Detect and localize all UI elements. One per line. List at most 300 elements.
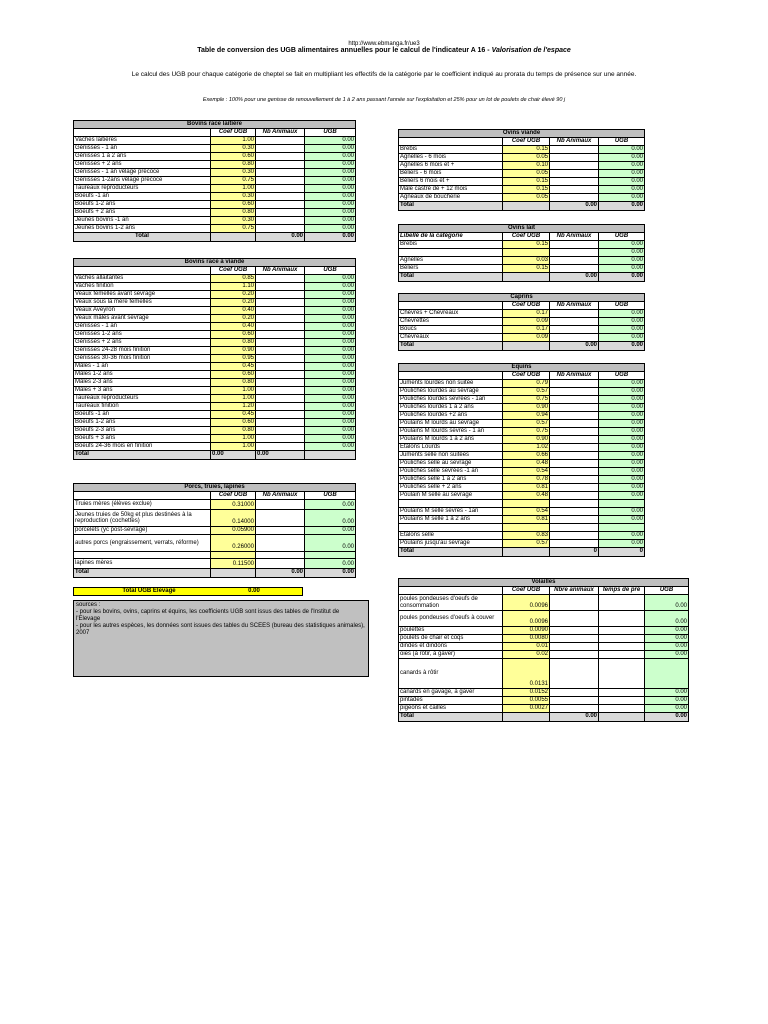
row-coef: 0.60 xyxy=(211,371,256,378)
row-nb xyxy=(256,535,305,551)
row-coef: 0.15 xyxy=(503,186,550,193)
table-row xyxy=(74,339,355,347)
table-row xyxy=(74,363,355,371)
header-row xyxy=(74,267,355,275)
row-nb xyxy=(550,659,599,688)
table-row xyxy=(399,468,644,476)
row-coef: 0.0131 xyxy=(503,659,550,688)
table-row xyxy=(399,651,688,659)
row-coef: 0.09 xyxy=(503,318,550,325)
row-ugb: 0.00 xyxy=(305,347,355,354)
row-coef: 0.17 xyxy=(503,310,550,317)
table-row xyxy=(74,177,355,185)
total-row xyxy=(399,273,644,281)
row-label: Veaux sous la mère femelles xyxy=(74,299,211,306)
row-ugb: 0.00 xyxy=(645,651,688,658)
row-coef: 0.05 xyxy=(503,154,550,161)
row-ugb: 0.00 xyxy=(305,387,355,394)
table-row xyxy=(399,249,644,257)
row-coef: 0.75 xyxy=(211,177,256,184)
row-label: Génisses 1 à 2 ans xyxy=(74,153,211,160)
row-coef: 0.45 xyxy=(211,363,256,370)
row-label: Mâles 2-3 ans xyxy=(74,379,211,386)
total-coef xyxy=(503,273,550,281)
total-ugb: 0.00 xyxy=(342,569,354,575)
table-row xyxy=(74,552,355,559)
total-ugb: 0.00 xyxy=(631,273,643,279)
row-ugb: 0.00 xyxy=(305,169,355,176)
row-label: Mâles 1-2 ans xyxy=(74,371,211,378)
row-label: Poulains M selle sevrés - 1an xyxy=(399,508,503,515)
header-label xyxy=(399,587,503,594)
total-nb: 0.00 xyxy=(550,202,599,210)
table-row xyxy=(74,299,355,307)
row-nb xyxy=(550,452,599,459)
row-coef: 0.0096 xyxy=(503,595,550,610)
row-ugb: 0.00 xyxy=(305,331,355,338)
row-label: Agnelles 6 mois et + xyxy=(399,162,503,169)
table-title: Porcs, truies, lapines xyxy=(74,484,355,492)
header-nb: Nb Animaux xyxy=(550,138,599,145)
row-ugb: 0.00 xyxy=(305,419,355,426)
row-coef: 0.0080 xyxy=(503,635,550,642)
row-label: canards à rôtir xyxy=(399,659,503,688)
row-ugb: 0.00 xyxy=(305,209,355,216)
row-nb xyxy=(256,275,305,282)
row-nb xyxy=(256,193,305,200)
row-ugb: 0.00 xyxy=(305,510,355,526)
row-coef xyxy=(503,500,550,507)
row-ugb: 0.00 xyxy=(599,178,644,185)
row-label: lapines mères xyxy=(74,559,211,568)
header-row xyxy=(399,372,644,380)
header-coef: Coef UGB xyxy=(211,492,256,499)
row-coef: 0.60 xyxy=(211,153,256,160)
table-row xyxy=(399,516,644,524)
header-row xyxy=(74,129,355,137)
row-ugb: 0.00 xyxy=(305,275,355,282)
row-label: Jeunes bovins -1 an xyxy=(74,217,211,224)
table-row xyxy=(399,492,644,500)
row-coef: 0.0090 xyxy=(503,627,550,634)
row-coef: 0.54 xyxy=(503,468,550,475)
table-row xyxy=(74,161,355,169)
total-label: Total xyxy=(74,451,211,459)
row-ugb: 0.00 xyxy=(599,334,644,341)
row-nb xyxy=(550,265,599,272)
table-porcs xyxy=(73,483,356,578)
header-ugb: UGB xyxy=(614,372,629,378)
table-row xyxy=(399,146,644,154)
total-elevage-value: 0.00 xyxy=(248,588,260,594)
total-ugb: 0.00 xyxy=(675,713,687,719)
row-label: Etalons Lourds xyxy=(399,444,503,451)
table-row xyxy=(399,484,644,492)
total-ugb: 0.00 xyxy=(631,202,643,208)
row-nb xyxy=(550,388,599,395)
row-nb xyxy=(256,347,305,354)
row-nb xyxy=(550,500,599,507)
row-label: Boeufs -1 an xyxy=(74,193,211,200)
row-nb xyxy=(550,170,599,177)
total-coef xyxy=(503,342,550,350)
row-ugb: 0.00 xyxy=(305,225,355,232)
row-nb xyxy=(256,225,305,232)
row-label: Vaches laitières xyxy=(74,137,211,144)
row-nb xyxy=(256,323,305,330)
row-ugb: 0.00 xyxy=(305,193,355,200)
row-ugb xyxy=(645,659,688,688)
row-label: Pouliches lourdes 1 à 2 ans xyxy=(399,404,503,411)
row-ugb: 0.00 xyxy=(599,186,644,193)
row-ugb xyxy=(599,500,644,507)
row-ugb: 0.00 xyxy=(599,162,644,169)
intro-text: Le calcul des UGB pour chaque catégorie de cheptel se fait en multipliant les effectifs de la catégorie par le coefficient indiqué au prorata du temps de présence sur une année. xyxy=(131,71,637,78)
row-label: Mâles + 3 ans xyxy=(74,387,211,394)
row-nb xyxy=(550,627,599,634)
row-label: Juments selle non suitées xyxy=(399,452,503,459)
row-label: Pouliches selle au sevrage xyxy=(399,460,503,467)
header-label xyxy=(74,492,211,499)
table-ovins-lait xyxy=(398,224,645,282)
table-row xyxy=(399,334,644,342)
table-row xyxy=(74,527,355,535)
total-label: Total xyxy=(399,273,503,281)
row-label: pintades xyxy=(399,697,503,704)
row-nb xyxy=(550,697,599,704)
header-label xyxy=(399,138,503,145)
row-nb xyxy=(550,428,599,435)
row-coef: 1.02 xyxy=(503,444,550,451)
row-nb xyxy=(550,651,599,658)
row-label: autres porcs (engraissement, verrats, réforme) xyxy=(74,535,211,551)
table-row xyxy=(399,412,644,420)
row-ugb: 0.00 xyxy=(305,137,355,144)
header-temps: temps de pré xyxy=(599,587,645,594)
row-label: Etalons selle xyxy=(399,532,503,539)
sources-title: sources : xyxy=(76,602,101,608)
row-coef: 0.80 xyxy=(211,427,256,434)
row-ugb: 0.00 xyxy=(305,161,355,168)
row-label: canards en gavage, à gaver xyxy=(399,689,503,696)
row-nb xyxy=(550,705,599,712)
row-coef: 0.01 xyxy=(503,643,550,650)
total-label: Total xyxy=(74,233,211,241)
row-temps xyxy=(599,611,645,626)
row-nb xyxy=(256,371,305,378)
row-ugb: 0.00 xyxy=(645,705,688,712)
table-row xyxy=(74,307,355,315)
row-label: Veaux femelles avant sevrage xyxy=(74,291,211,298)
row-coef: 0.81 xyxy=(503,484,550,491)
row-label: Taureaux reproducteurs xyxy=(74,395,211,402)
row-label: Pouliches lourdes +2 ans xyxy=(399,412,503,419)
row-ugb: 0.00 xyxy=(599,326,644,333)
row-nb xyxy=(550,540,599,547)
row-label: Brebis xyxy=(399,241,503,248)
row-nb xyxy=(256,137,305,144)
table-row xyxy=(399,396,644,404)
row-nb xyxy=(550,436,599,443)
table-row xyxy=(74,355,355,363)
table-row xyxy=(399,524,644,532)
row-ugb: 0.00 xyxy=(599,380,644,387)
row-nb xyxy=(256,363,305,370)
table-row xyxy=(74,323,355,331)
row-ugb: 0.00 xyxy=(645,643,688,650)
table-row xyxy=(399,420,644,428)
row-coef: 0.40 xyxy=(211,307,256,314)
row-nb xyxy=(256,217,305,224)
row-nb xyxy=(256,153,305,160)
header-label xyxy=(74,129,211,136)
row-label: Agnelles - 6 mois xyxy=(399,154,503,161)
table-title: Caprins xyxy=(399,294,644,302)
row-label: Jeunes truies de 50kg et plus destinées à la reproduction (cochettes) xyxy=(74,510,211,526)
header-ugb: UGB xyxy=(614,233,629,239)
row-label: Boucs xyxy=(399,326,503,333)
top-reference: http://www.ebmanga.fr/ue3 xyxy=(348,41,420,47)
row-ugb: 0.00 xyxy=(599,249,644,256)
row-nb xyxy=(256,283,305,290)
row-coef: 0.02 xyxy=(503,651,550,658)
row-nb xyxy=(550,524,599,531)
row-label: Pouliches selle 1 à 2 ans xyxy=(399,476,503,483)
row-coef: 0.40 xyxy=(211,323,256,330)
row-label: Taureaux reproducteurs xyxy=(74,185,211,192)
row-nb xyxy=(256,355,305,362)
row-nb xyxy=(256,387,305,394)
row-ugb: 0.00 xyxy=(599,194,644,201)
row-label: Génisses - 1 an vêlage précoce xyxy=(74,169,211,176)
header-coef: Coef UGB xyxy=(503,302,550,309)
header-ugb: UGB xyxy=(323,129,337,135)
table-row xyxy=(399,186,644,194)
table-row xyxy=(74,443,355,451)
row-nb xyxy=(256,379,305,386)
row-label: dindes et dindons xyxy=(399,643,503,650)
row-nb xyxy=(256,395,305,402)
table-ovins-viande xyxy=(398,129,645,211)
row-label: Poulains M lourds sevrés - 1 an xyxy=(399,428,503,435)
header-nb: Nb Animaux xyxy=(550,233,599,240)
row-label: Boeufs 24-36 mois en finition xyxy=(74,443,211,450)
row-nb xyxy=(256,299,305,306)
row-coef: 0.80 xyxy=(211,161,256,168)
row-coef: 0.79 xyxy=(503,380,550,387)
row-label: Boeufs 2-3 ans xyxy=(74,427,211,434)
row-label: Génisses - 1 an xyxy=(74,323,211,330)
row-coef xyxy=(503,524,550,531)
table-row xyxy=(399,404,644,412)
header-label xyxy=(74,267,211,274)
row-ugb: 0.00 xyxy=(305,283,355,290)
row-ugb: 0.00 xyxy=(599,388,644,395)
table-row xyxy=(399,257,644,265)
total-label: Total xyxy=(399,342,503,350)
header-ugb: UGB xyxy=(614,302,629,308)
table-row xyxy=(399,265,644,273)
title-main: Table de conversion des UGB alimentaires annuelles pour le calcul de l'indicateur A 16 - xyxy=(197,47,490,54)
row-ugb: 0.00 xyxy=(599,476,644,483)
total-label: Total xyxy=(399,548,503,556)
total-label: Total xyxy=(74,569,211,577)
row-ugb: 0.00 xyxy=(599,318,644,325)
row-ugb: 0.00 xyxy=(305,339,355,346)
row-ugb: 0.00 xyxy=(645,689,688,696)
table-title: Ovins viande xyxy=(399,130,644,138)
row-label: Génisses 30-36 mois finition xyxy=(74,355,211,362)
table-row xyxy=(74,169,355,177)
row-ugb: 0.00 xyxy=(599,508,644,515)
row-coef xyxy=(211,552,256,558)
row-ugb: 0.00 xyxy=(305,411,355,418)
row-ugb: 0.00 xyxy=(599,146,644,153)
row-temps xyxy=(599,635,645,642)
table-row xyxy=(74,137,355,145)
row-nb xyxy=(550,412,599,419)
row-coef: 0.09 xyxy=(503,334,550,341)
row-nb xyxy=(550,334,599,341)
row-nb xyxy=(256,161,305,168)
total-ugb: 0.00 xyxy=(631,342,643,348)
row-coef xyxy=(503,249,550,256)
row-nb xyxy=(550,611,599,626)
row-ugb: 0.00 xyxy=(305,527,355,534)
table-row xyxy=(399,659,688,689)
row-label: Béliers - 6 mois xyxy=(399,170,503,177)
row-label: Poulains M selle 1 à 2 ans xyxy=(399,516,503,523)
header-row xyxy=(74,492,355,500)
table-row xyxy=(74,419,355,427)
row-coef: 0.0055 xyxy=(503,697,550,704)
table-row xyxy=(399,611,688,627)
header-coef: Coef UGB xyxy=(211,129,256,136)
row-nb xyxy=(256,185,305,192)
table-row xyxy=(74,291,355,299)
header-label: Libellé de la catégorie xyxy=(399,233,503,240)
row-coef: 1.20 xyxy=(211,403,256,410)
row-label: Béliers xyxy=(399,265,503,272)
row-ugb: 0.00 xyxy=(305,145,355,152)
header-label xyxy=(399,372,503,379)
row-nb xyxy=(550,468,599,475)
row-ugb: 0.00 xyxy=(599,396,644,403)
sources-line: l'Elevage xyxy=(76,616,101,622)
row-coef: 0.05 xyxy=(503,170,550,177)
table-row xyxy=(74,145,355,153)
row-coef: 0.14000 xyxy=(211,510,256,526)
row-nb xyxy=(256,443,305,450)
total-temps xyxy=(599,713,645,721)
row-nb xyxy=(550,595,599,610)
row-nb xyxy=(550,484,599,491)
row-coef: 0.90 xyxy=(503,404,550,411)
row-nb xyxy=(550,689,599,696)
row-nb xyxy=(256,315,305,322)
row-ugb: 0.00 xyxy=(645,595,688,610)
row-coef: 0.20 xyxy=(211,299,256,306)
row-coef: 0.95 xyxy=(211,355,256,362)
table-title: Bovins race laitière xyxy=(74,121,355,129)
row-label: Boeufs + 2 ans xyxy=(74,209,211,216)
table-bovins-lait xyxy=(73,120,356,242)
sources-line: - pour les autres espèces, les données sont issues des tables du SCEES (bureau des statistiques animales), 2007 xyxy=(76,623,365,636)
row-ugb: 0.00 xyxy=(599,420,644,427)
table-equins xyxy=(398,363,645,557)
total-nb: 0.00 xyxy=(256,569,305,577)
total-nb: 0.00 xyxy=(256,451,305,459)
row-coef: 0.83 xyxy=(503,532,550,539)
row-coef: 0.30 xyxy=(211,145,256,152)
row-label: poules pondeuses d'oeufs à couver xyxy=(399,611,503,626)
row-nb xyxy=(256,559,305,568)
row-coef: 0.80 xyxy=(211,339,256,346)
row-nb xyxy=(550,635,599,642)
total-elevage-bar xyxy=(73,587,303,596)
row-label: Génisses + 2 ans xyxy=(74,339,211,346)
row-nb xyxy=(550,257,599,264)
table-title: Ovins lait xyxy=(399,225,644,233)
row-nb xyxy=(256,527,305,534)
row-coef: 0.0152 xyxy=(503,689,550,696)
table-row xyxy=(399,318,644,326)
row-ugb: 0.00 xyxy=(305,500,355,509)
row-label: Poulains jusqu'au sevrage xyxy=(399,540,503,547)
row-label: poules pondeuses d'oeufs de consommation xyxy=(399,595,503,610)
row-nb xyxy=(550,444,599,451)
row-ugb xyxy=(305,552,355,558)
row-coef: 1.10 xyxy=(211,283,256,290)
table-row xyxy=(399,428,644,436)
total-row xyxy=(74,233,355,241)
table-row xyxy=(399,170,644,178)
table-row xyxy=(399,476,644,484)
row-ugb: 0.00 xyxy=(599,516,644,523)
row-coef: 0.57 xyxy=(503,420,550,427)
row-label: Boeufs -1 an xyxy=(74,411,211,418)
table-row xyxy=(74,535,355,552)
row-label: porcelets (yc post-sevrage) xyxy=(74,527,211,534)
table-title: Equins xyxy=(399,364,644,372)
table-row xyxy=(74,427,355,435)
row-coef: 0.20 xyxy=(211,315,256,322)
row-nb xyxy=(550,404,599,411)
row-label: Boeufs + 3 ans xyxy=(74,435,211,442)
row-label: Chèvres + Chevreaux xyxy=(399,310,503,317)
row-temps xyxy=(599,705,645,712)
total-nb: 0.00 xyxy=(550,713,599,721)
total-nb: 0 xyxy=(550,548,599,556)
table-row xyxy=(399,705,688,713)
total-row xyxy=(399,202,644,210)
table-row xyxy=(74,371,355,379)
table-row xyxy=(399,697,688,705)
row-nb xyxy=(550,532,599,539)
header-coef: Coef UGB xyxy=(503,138,550,145)
table-title: Volailles xyxy=(399,579,688,587)
row-ugb: 0.00 xyxy=(305,307,355,314)
row-ugb: 0.00 xyxy=(305,291,355,298)
row-nb xyxy=(550,146,599,153)
total-nb: 0.00 xyxy=(256,233,305,241)
row-coef: 1.00 xyxy=(211,435,256,442)
table-row xyxy=(399,460,644,468)
row-ugb: 0.00 xyxy=(599,444,644,451)
row-nb xyxy=(550,508,599,515)
row-coef: 0.15 xyxy=(503,265,550,272)
header-ugb: UGB xyxy=(659,587,674,593)
